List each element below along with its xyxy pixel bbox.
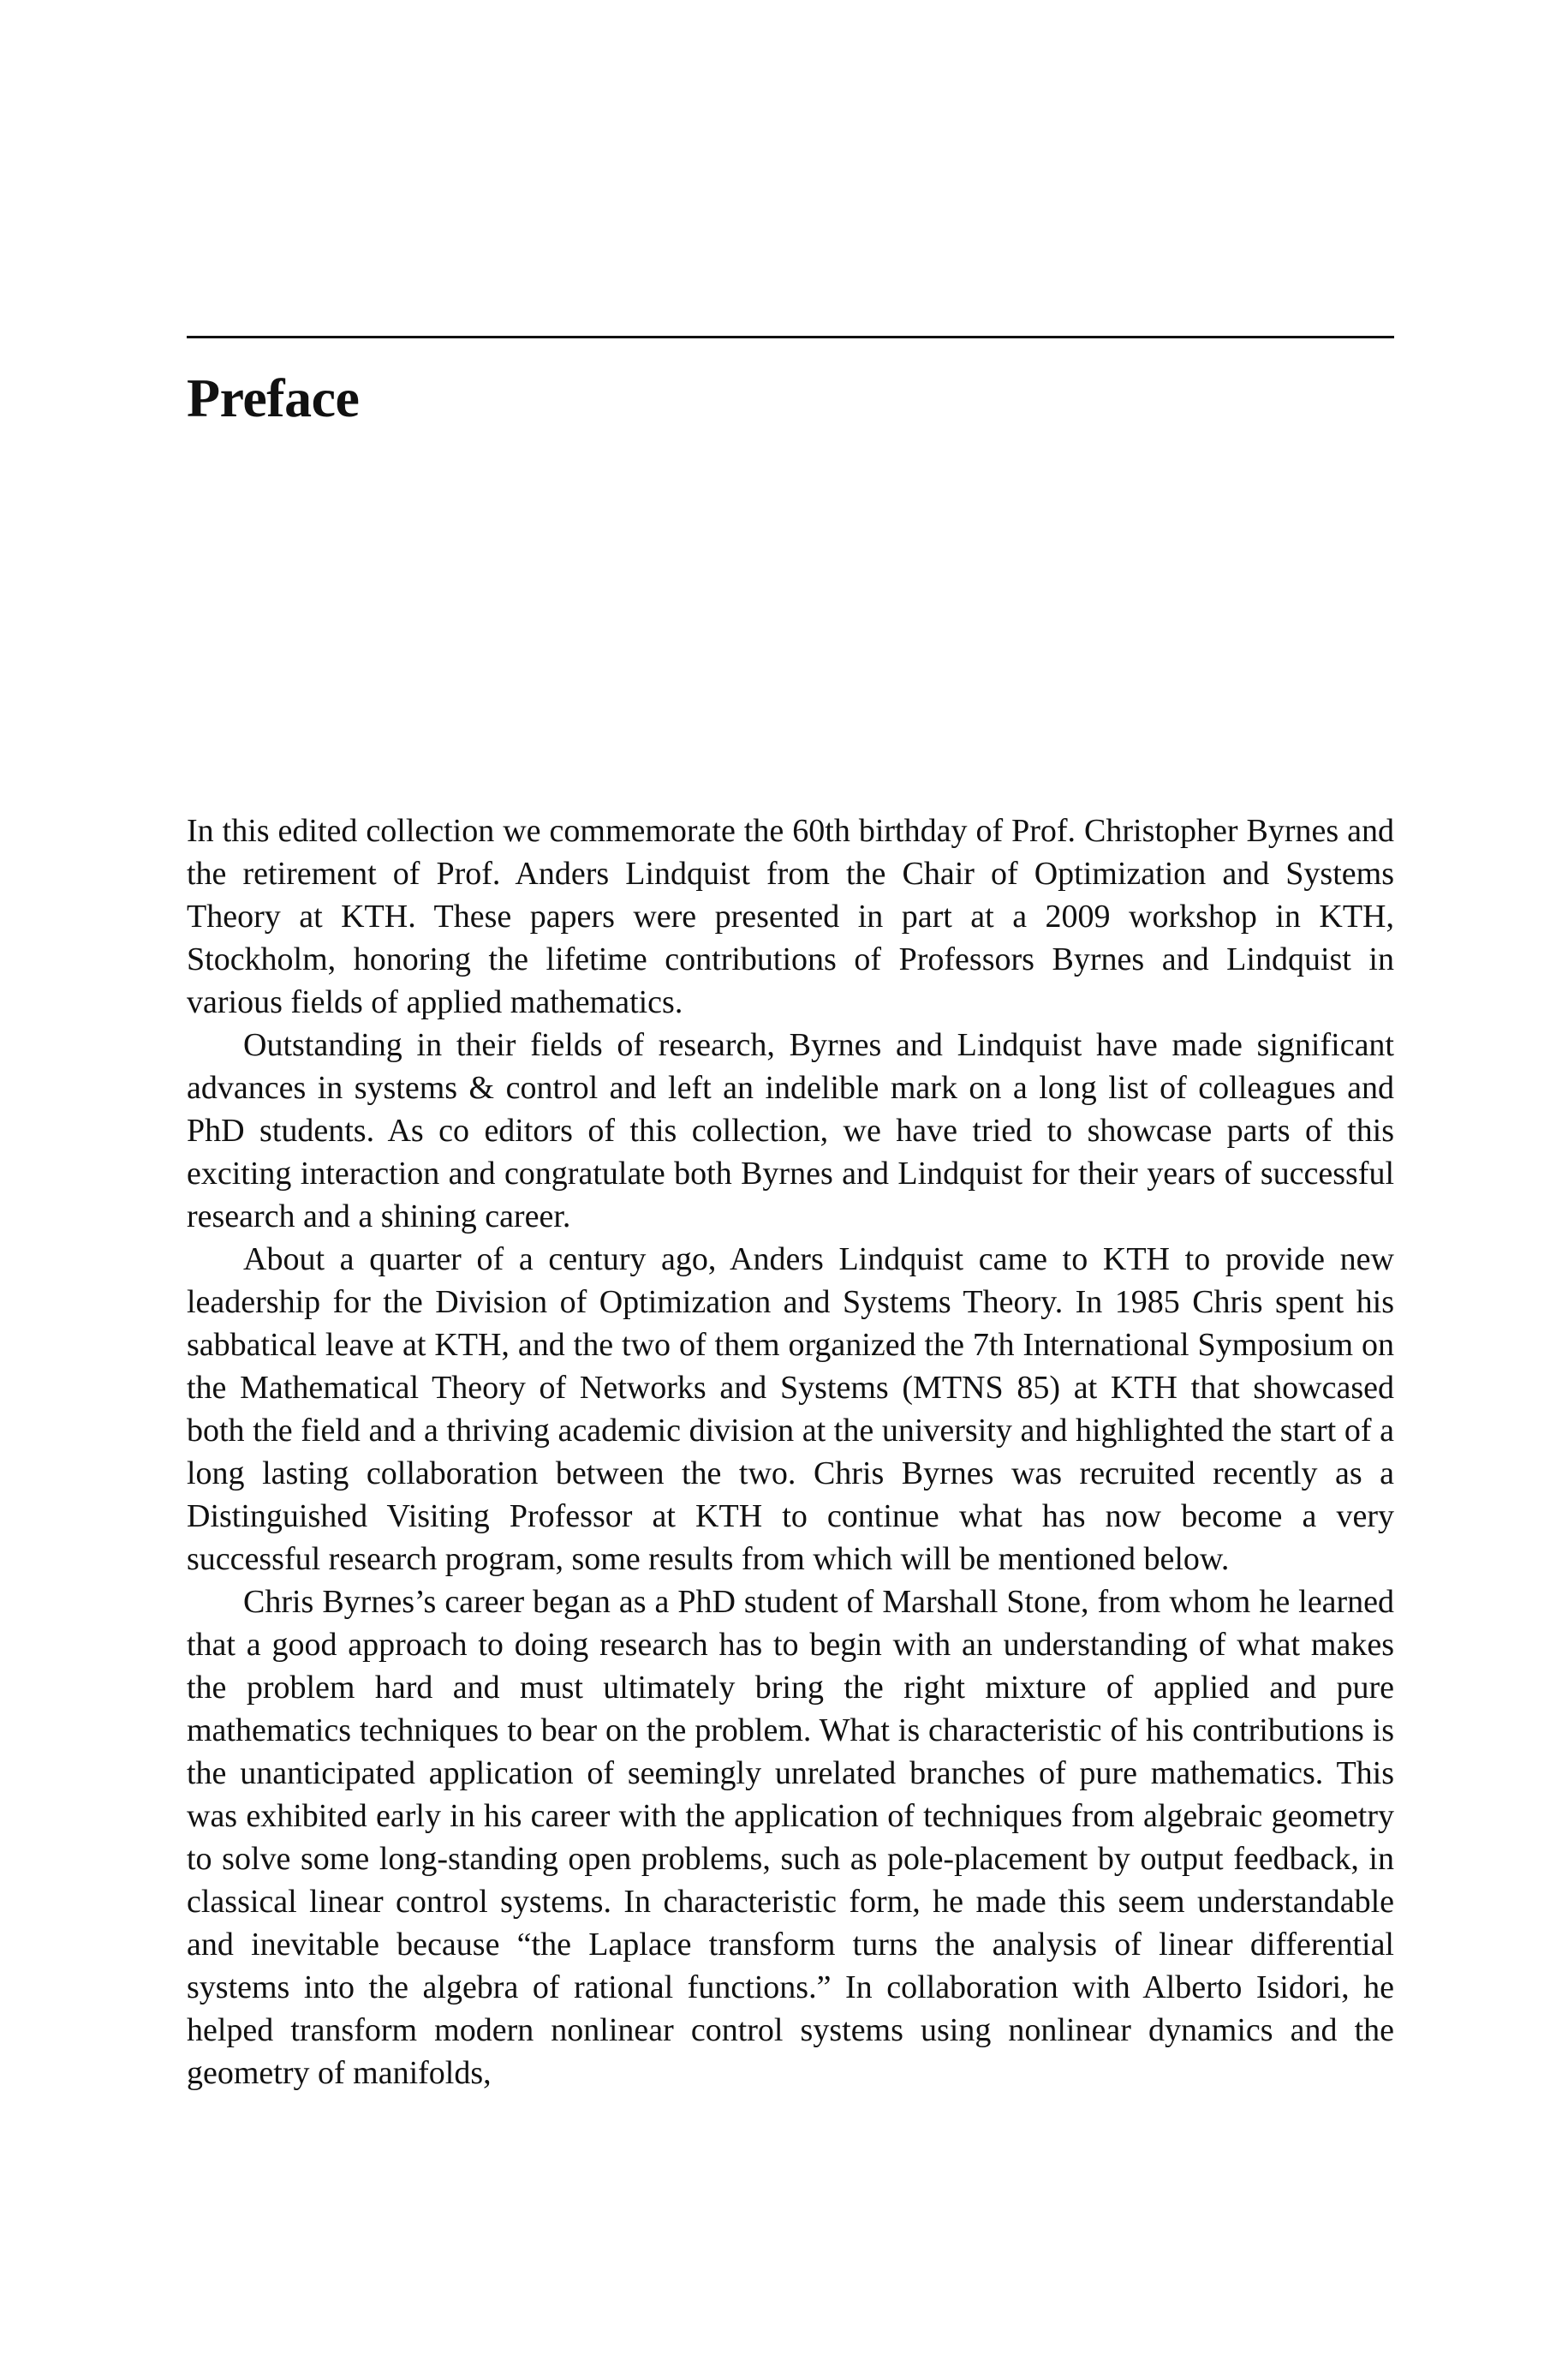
paragraph-2: Outstanding in their fields of research, Byrnes and Lindquist have made significant advances in systems & control and left an indelible mark on a long list of colleagues and PhD students. As co editors of this collection, we have tried to showcase parts of this exciting interaction and congratulate both Byrnes and Lindquist for their years of successful research and a shining career.	[187, 1027, 1394, 1234]
preface-body	[187, 810, 1394, 2094]
paragraph-4: Chris Byrnes’s career began as a PhD student of Marshall Stone, from whom he learned that a good approach to doing research has to begin with an understanding of what makes the problem hard and must ultimately bring the right mixture of applied and pure mathematics techniques to bear on the problem. What is characteristic of his contributions is the unanticipated application of seemingly unrelated branches of pure mathematics. This was exhibited early in his career with the application of techniques from algebraic geometry to solve some long-standing open problems, such as pole-placement by output feedback, in classical linear control systems. In characteristic form, he made this seem understandable and inevitable because “the Laplace transform turns the analysis of linear differential systems into the algebra of rational functions.” In collaboration with Alberto Isidori, he helped transform modern nonlinear control systems using nonlinear dynamics and the geometry of manifolds,	[187, 1584, 1394, 2091]
chapter-top-rule	[187, 336, 1394, 338]
paragraph-1: In this edited collection we commemorate the 60th birthday of Prof. Christopher Byrnes and the retirement of Prof. Anders Lindquist from the Chair of Optimization and Systems Theory at KTH. These papers were presented in part at a 2009 workshop in KTH, Stockholm, honoring the lifetime contributions of Professors Byrnes and Lindquist in various fields of applied mathematics.	[187, 813, 1394, 1020]
paragraph-3: About a quarter of a century ago, Anders Lindquist came to KTH to provide new leadership for the Division of Optimization and Systems Theory. In 1985 Chris spent his sabbatical leave at KTH, and the two of them organized the 7th International Symposium on the Mathematical Theory of Networks and Systems (MTNS 85) at KTH that showcased both the field and a thriving academic division at the university and highlighted the start of a long lasting collaboration between the two. Chris Byrnes was recruited recently as a Distinguished Visiting Professor at KTH to continue what has now become a very successful research program, some results from which will be mentioned below.	[187, 1241, 1394, 1577]
chapter-title: Preface	[187, 367, 360, 428]
